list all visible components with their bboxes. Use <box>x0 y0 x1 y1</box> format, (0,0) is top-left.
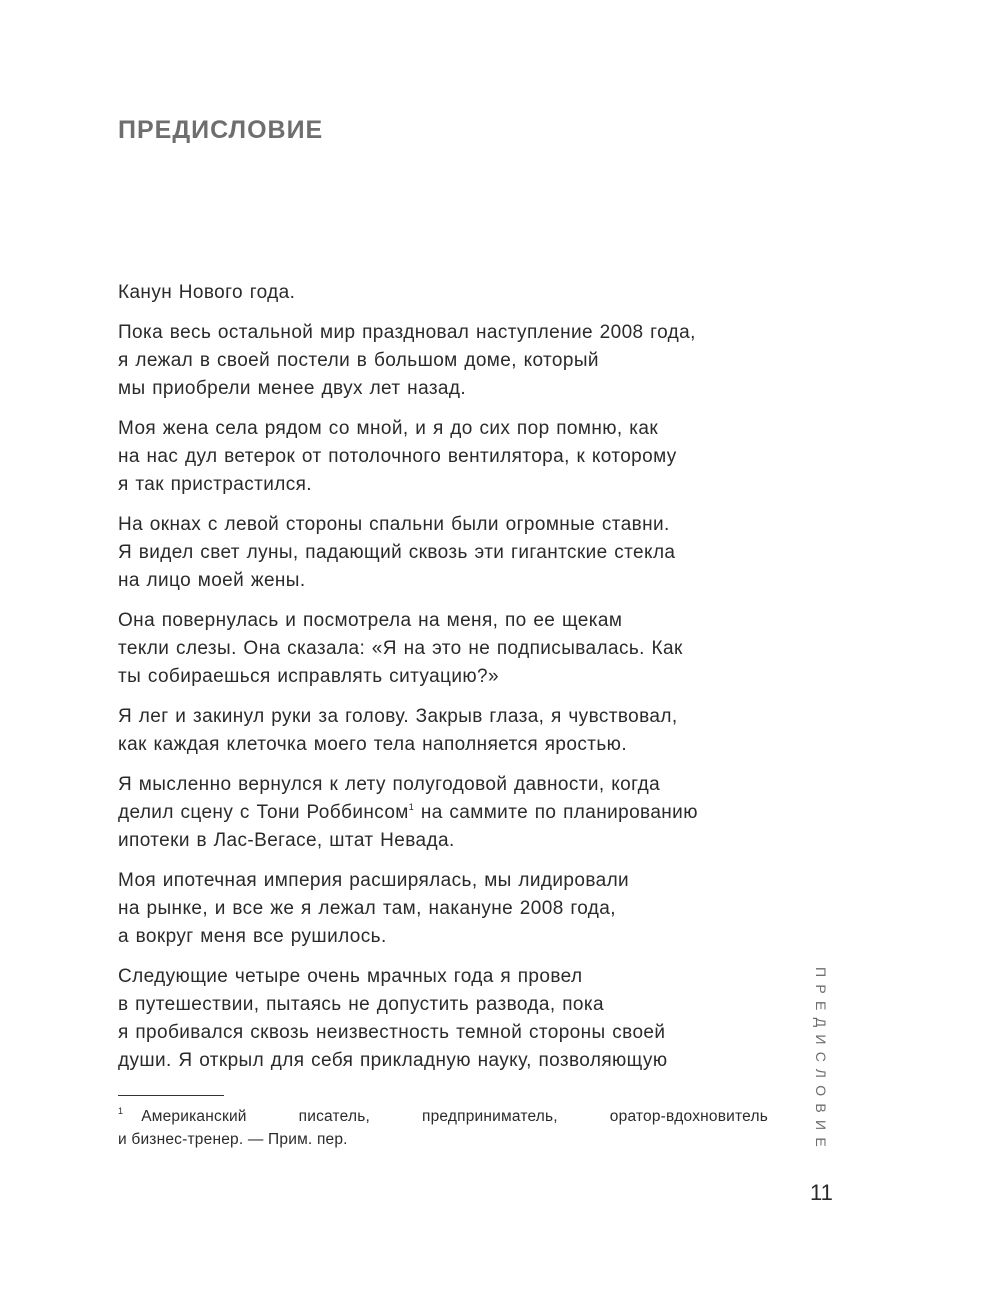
text-line: я так пристрастился. <box>118 474 312 495</box>
text-line: Следующие четыре очень мрачных года я провел <box>118 966 583 987</box>
text-line: я лежал в своей постели в большом доме, который <box>118 350 599 371</box>
text-line: текли слезы. Она сказала: «Я на это не подписывалась. Как <box>118 638 683 659</box>
text-line: души. Я открыл для себя прикладную науку, позволяющую <box>118 1050 668 1071</box>
footnote-line: и бизнес-тренер. — Прим. пер. <box>118 1131 348 1148</box>
text-line: Моя ипотечная империя расширялась, мы лидировали <box>118 870 630 891</box>
footnote-divider <box>118 1095 224 1096</box>
footnote <box>118 1105 768 1151</box>
paragraph <box>118 963 768 1075</box>
text-line: на лицо моей жены. <box>118 570 306 591</box>
text-segment: делил сцену с Тони Роббинсом <box>118 802 409 823</box>
chapter-heading: ПРЕДИСЛОВИЕ <box>118 116 324 144</box>
body-text <box>118 279 768 1087</box>
text-line: как каждая клеточка моего тела наполняется яростью. <box>118 734 627 755</box>
text-line: на нас дул ветерок от потолочного вентилятора, к которому <box>118 446 677 467</box>
footnote-word: писатель, <box>298 1108 370 1125</box>
footnote-marker: 1 <box>118 1106 124 1116</box>
text-line: На окнах с левой стороны спальни были огромные ставни. <box>118 514 670 535</box>
paragraph <box>118 279 768 307</box>
footnote-word <box>118 1105 247 1128</box>
text-line: а вокруг меня все рушилось. <box>118 926 387 947</box>
text-line: в путешествии, пытаясь не допустить развода, пока <box>118 994 604 1015</box>
text-line: Я видел свет луны, падающий сквозь эти гигантские стекла <box>118 542 676 563</box>
footnote-word: оратор-вдохновитель <box>609 1108 768 1125</box>
text-line: ипотеки в Лас-Вегасе, штат Невада. <box>118 830 455 851</box>
text-segment: на саммите по планированию <box>414 802 698 823</box>
text-line: Канун Нового года. <box>118 282 296 303</box>
running-head: ПРЕДИСЛОВИЕ <box>813 967 829 1155</box>
paragraph <box>118 319 768 403</box>
paragraph <box>118 867 768 951</box>
text-line: мы приобрели менее двух лет назад. <box>118 378 467 399</box>
page-number: 11 <box>810 1180 833 1205</box>
paragraph <box>118 607 768 691</box>
text-line: Пока весь остальной мир праздновал наступление 2008 года, <box>118 322 696 343</box>
text-line: Я мысленно вернулся к лету полугодовой давности, когда <box>118 774 661 795</box>
text-line: Я лег и закинул руки за голову. Закрыв глаза, я чувствовал, <box>118 706 678 727</box>
footnote-word-text: Американский <box>141 1108 247 1125</box>
paragraph <box>118 703 768 759</box>
text-line: Она повернулась и посмотрела на меня, по ее щекам <box>118 610 623 631</box>
paragraph <box>118 415 768 499</box>
paragraph <box>118 771 768 855</box>
text-line <box>118 799 768 827</box>
paragraph <box>118 511 768 595</box>
footnote-word: предприниматель, <box>421 1108 558 1125</box>
text-line: на рынке, и все же я лежал там, накануне 2008 года, <box>118 898 616 919</box>
footnote-reference[interactable]: 1 <box>408 802 415 812</box>
text-line: Моя жена села рядом со мной, и я до сих пор помню, как <box>118 418 659 439</box>
footnote-line <box>118 1105 768 1128</box>
text-line: ты собираешься исправлять ситуацию?» <box>118 666 499 687</box>
text-line: я пробивался сквозь неизвестность темной стороны своей <box>118 1022 666 1043</box>
